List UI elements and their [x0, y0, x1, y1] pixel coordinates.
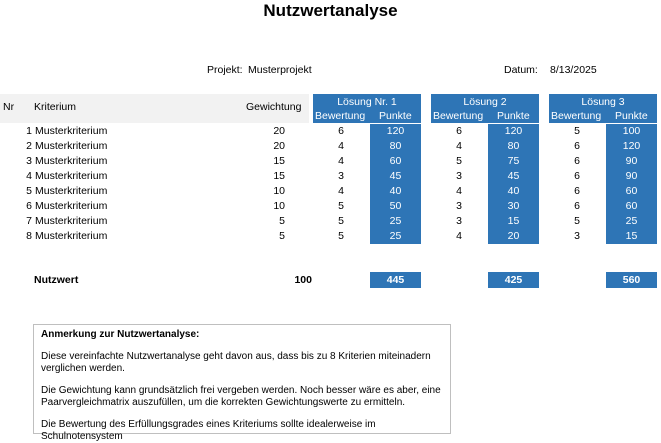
nutzwert-total-weight: 100: [294, 274, 312, 286]
solution-2-punkte: 15: [507, 215, 520, 227]
row-kriterium[interactable]: Musterkriterium: [35, 155, 108, 167]
table-row: [0, 139, 661, 154]
solution-2-punkte: 40: [507, 185, 520, 197]
solution-2-bewertung[interactable]: 3: [456, 170, 462, 182]
table-row: [0, 199, 661, 214]
solution-3-bewertung[interactable]: 6: [574, 155, 580, 167]
solution-2-bewertung[interactable]: 6: [456, 125, 462, 137]
row-nr: 3: [26, 155, 32, 167]
solution-3-punkte: 100: [622, 125, 641, 137]
note-title: Anmerkung zur Nutzwertanalyse:: [41, 329, 200, 340]
solution-3-punkte: 25: [625, 215, 638, 227]
row-gewichtung[interactable]: 15: [273, 170, 285, 182]
solution-1-punkte: 40: [389, 185, 402, 197]
solution-2-bewertung[interactable]: 5: [456, 155, 462, 167]
row-nr: 6: [26, 200, 32, 212]
solution-3-bewertung[interactable]: 3: [574, 230, 580, 242]
solution-1-punkte: 60: [389, 155, 402, 167]
solution-2-bewertung[interactable]: 4: [456, 140, 462, 152]
solution-1-bewertung[interactable]: 6: [338, 125, 344, 137]
table-row: [0, 169, 661, 184]
solution-2-punkte: 75: [507, 155, 520, 167]
solution-3-bewertung[interactable]: 6: [574, 200, 580, 212]
solution-3-name: Lösung 3: [581, 96, 625, 108]
row-gewichtung[interactable]: 15: [273, 155, 285, 167]
solution-3-bewertung[interactable]: 6: [574, 140, 580, 152]
solution-2-punkte: 80: [507, 140, 520, 152]
row-nr: 1: [26, 125, 32, 137]
project-value[interactable]: Musterprojekt: [248, 64, 312, 76]
solution-2-bewertung-header: Bewertung: [433, 110, 484, 122]
row-kriterium[interactable]: Musterkriterium: [35, 125, 108, 137]
row-kriterium[interactable]: Musterkriterium: [35, 185, 108, 197]
solution-1-bewertung[interactable]: 3: [338, 170, 344, 182]
solution-3-punkte: 90: [625, 170, 638, 182]
row-nr: 7: [26, 215, 32, 227]
solution-1-punkte: 25: [389, 215, 402, 227]
row-kriterium[interactable]: Musterkriterium: [35, 170, 108, 182]
row-nr: 2: [26, 140, 32, 152]
row-gewichtung[interactable]: 10: [273, 200, 285, 212]
header-nr: Nr: [3, 101, 15, 113]
solution-3-punkte: 120: [622, 140, 641, 152]
table-row: [0, 229, 661, 244]
date-label: Datum:: [504, 64, 538, 76]
note-paragraph-3: Die Bewertung des Erfüllungsgrades eines Kriteriums sollte idealerweise im Schulnotensystem: [41, 419, 376, 442]
note-paragraph-2: Die Gewichtung kann grundsätzlich frei vergeben werden. Noch besser wäre es aber, eine Paarvergleichmatrix auszufüllen, um die korrekten Gewichtungswerte zu ermitteln.: [41, 385, 441, 408]
solution-1-bewertung-header: Bewertung: [315, 110, 366, 122]
note-paragraph-1: Diese vereinfachte Nutzwertanalyse geht davon aus, dass bis zu 8 Kriterien miteinadern verglichen werden.: [41, 351, 431, 374]
row-gewichtung[interactable]: 20: [273, 125, 285, 137]
solution-1-punkte: 45: [389, 170, 402, 182]
solution-1-punkte: 120: [386, 125, 405, 137]
solution-3-bewertung-header: Bewertung: [551, 110, 602, 122]
solution-1-nutzwert: 445: [370, 272, 421, 288]
table-row: [0, 214, 661, 229]
solution-2-punkte: 20: [507, 230, 520, 242]
table-row: [0, 154, 661, 169]
note-box: [33, 324, 451, 442]
solution-1-bewertung[interactable]: 4: [338, 140, 344, 152]
solution-3-bewertung[interactable]: 6: [574, 185, 580, 197]
solution-1-punkte: 80: [389, 140, 402, 152]
row-kriterium[interactable]: Musterkriterium: [35, 230, 108, 242]
row-nr: 8: [26, 230, 32, 242]
solution-1-bewertung[interactable]: 5: [338, 200, 344, 212]
solution-1-header: [313, 94, 421, 123]
solution-2-name: Lösung 2: [463, 96, 507, 108]
project-label: Projekt:: [207, 64, 243, 76]
row-kriterium[interactable]: Musterkriterium: [35, 200, 108, 212]
date-value[interactable]: 8/13/2025: [550, 64, 597, 76]
solution-1-punkte: 50: [389, 200, 402, 212]
solution-3-bewertung[interactable]: 6: [574, 170, 580, 182]
solution-3-bewertung[interactable]: 5: [574, 215, 580, 227]
solution-2-bewertung[interactable]: 3: [456, 200, 462, 212]
solution-1-punkte-header: Punkte: [379, 110, 412, 122]
solution-2-bewertung[interactable]: 3: [456, 215, 462, 227]
solution-3-nutzwert: 560: [606, 272, 657, 288]
solution-1-bewertung[interactable]: 4: [338, 155, 344, 167]
row-nr: 4: [26, 170, 32, 182]
solution-3-bewertung[interactable]: 5: [574, 125, 580, 137]
row-gewichtung[interactable]: 5: [279, 230, 285, 242]
row-gewichtung[interactable]: 20: [273, 140, 285, 152]
table-row: [0, 124, 661, 139]
solution-1-bewertung[interactable]: 5: [338, 230, 344, 242]
solution-2-header: [431, 94, 539, 123]
solution-2-bewertung[interactable]: 4: [456, 185, 462, 197]
row-gewichtung[interactable]: 10: [273, 185, 285, 197]
solution-2-bewertung[interactable]: 4: [456, 230, 462, 242]
solution-2-punkte: 30: [507, 200, 520, 212]
solution-3-punkte-header: Punkte: [615, 110, 648, 122]
solution-1-name: Lösung Nr. 1: [337, 96, 397, 108]
page-title: Nutzwertanalyse: [263, 1, 398, 20]
row-gewichtung[interactable]: 5: [279, 215, 285, 227]
header-kriterium: Kriterium: [34, 101, 77, 113]
row-kriterium[interactable]: Musterkriterium: [35, 140, 108, 152]
solution-2-punkte: 45: [507, 170, 520, 182]
solution-3-header: [549, 94, 657, 123]
solution-3-punkte: 15: [625, 230, 638, 242]
nutzwert-label: Nutzwert: [34, 274, 79, 286]
solution-1-bewertung[interactable]: 4: [338, 185, 344, 197]
solution-1-bewertung[interactable]: 5: [338, 215, 344, 227]
solution-1-punkte: 25: [389, 230, 402, 242]
header-gewichtung: Gewichtung: [246, 101, 302, 113]
solution-3-punkte: 60: [625, 200, 638, 212]
solution-2-punkte-header: Punkte: [497, 110, 530, 122]
solution-3-punkte: 90: [625, 155, 638, 167]
row-kriterium[interactable]: Musterkriterium: [35, 215, 108, 227]
row-nr: 5: [26, 185, 32, 197]
solution-2-punkte: 120: [504, 125, 523, 137]
table-row: [0, 184, 661, 199]
solution-3-punkte: 60: [625, 185, 638, 197]
solution-2-nutzwert: 425: [488, 272, 539, 288]
